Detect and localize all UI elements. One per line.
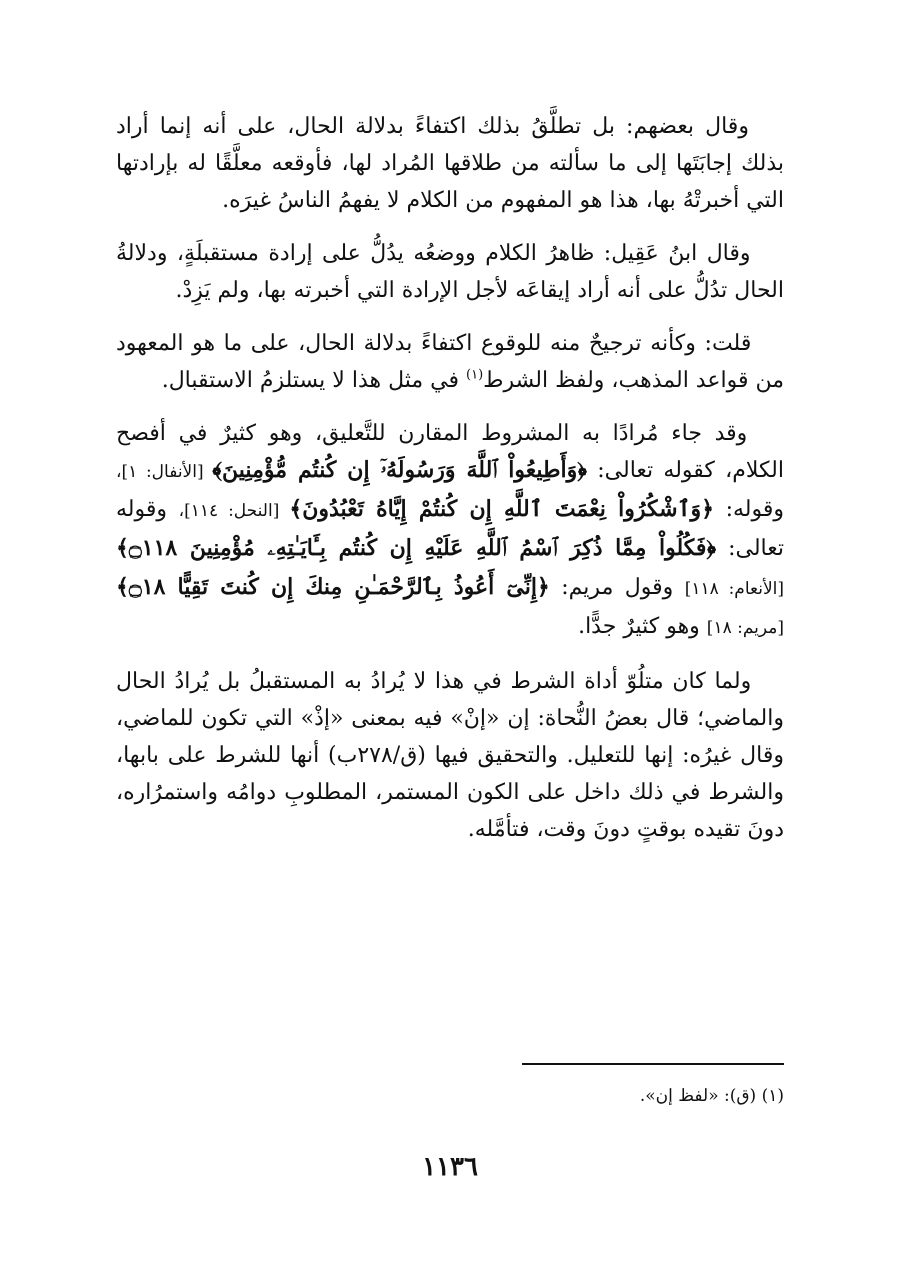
paragraph-1-text: وقال بعضهم: بل تطلَّقُ بذلك اكتفاءً بدلالة الحال، على أنه إنما أراد بذلك إجابَتَها إلى ما سألته من طلاقها المُراد لها، فأوقعه معلَّقًا له بإرادتها التي أخبرتْهُ بها، هذا هو المفهوم من الكلام لا يفهمُ الناسُ غيرَه. <box>116 114 784 213</box>
page-body <box>116 108 784 864</box>
quran-verse-4: ﴿إِنِّىٓ أَعُوذُ بِٱلرَّحْمَـٰنِ مِنكَ إِن كُنتَ تَقِيًّا ۝١٨﴾ <box>116 574 550 600</box>
verse-reference-1: [الأنفال: ١]، <box>116 462 213 482</box>
paragraph-3-text-end: في مثل هذا لا يستلزمُ الاستقبال. <box>161 368 467 393</box>
paragraph-4-connector-1: وقوله: <box>714 497 784 522</box>
paragraph-4-connector-2: وقوله تعالى: <box>116 497 784 561</box>
quran-verse-2: ﴿وَٱشْكُرُواْ نِعْمَتَ ٱللَّهِ إِن كُنتُمْ إِيَّاهُ تَعْبُدُونَ﴾ <box>289 496 715 522</box>
verse-reference-4: [مريم: ١٨] <box>706 618 784 638</box>
paragraph-5-text: ولما كان متلُوّ أداة الشرط في هذا لا يُرادُ به المستقبلُ بل يُرادُ الحال والماضي؛ قال بعضُ النُّحاة: إن «إنْ» فيه بمعنى «إذْ» التي تكون للماضي، وقال غيرُه: إنها للتعليل. والتحقيق فيها (ق/٢٧٨ب) أنها للشرط على بابها، والشرط في ذلك داخل على الكون المستمر، المطلوبِ دوامُه واستمرُاره، دونَ تقيده بوقتٍ دونَ وقت، فتأمَّله. <box>116 669 784 842</box>
paragraph-2-text: وقال ابنُ عَقِيل: ظاهرُ الكلام ووضعُه يدُلُّ على إرادة مستقبلَةٍ، ودلالةُ الحال تدُلُّ على أنه أراد إيقاعَه لأجل الإرادة التي أخبرته بها، ولم يَزِدْ. <box>116 241 784 303</box>
verse-reference-2: [النحل: ١١٤]، <box>178 501 290 521</box>
paragraph-4-intro: وقد جاء مُرادًا به المشروط المقارن للتَّعليق، وهو كثيرٌ في أفصح الكلام، كقوله تعالى: <box>116 421 784 483</box>
paragraph-3 <box>116 325 784 399</box>
paragraph-3-text-start: قلت: وكأنه ترجيحٌ منه للوقوع اكتفاءً بدلالة الحال، على ما هو المعهود من قواعد المذهب، ولفظ الشرط <box>116 331 784 393</box>
paragraph-4-end: وهو كثيرٌ جدًّا. <box>578 614 707 639</box>
paragraph-5 <box>116 663 784 848</box>
page-number: ١١٣٦ <box>422 1152 478 1182</box>
footnote-divider <box>522 1063 784 1065</box>
footnote-marker: (١) <box>466 367 484 383</box>
verse-reference-3: [الأنعام: ١١٨] <box>684 579 785 599</box>
paragraph-1 <box>116 108 784 219</box>
paragraph-2 <box>116 235 784 309</box>
paragraph-4 <box>116 415 784 647</box>
quran-verse-1: ﴿وَأَطِيعُواْ ٱللَّهَ وَرَسُولَهُۥٓ إِن كُنتُم مُّؤْمِنِينَ﴾ <box>212 457 587 483</box>
footnote: (١) (ق): «لفظ إن». <box>639 1086 784 1106</box>
quran-verse-3: ﴿فَكُلُواْ مِمَّا ذُكِرَ ٱسْمُ ٱللَّهِ عَلَيْهِ إِن كُنتُم بِـَٔايَـٰتِهِۦ مُؤْمِنِينَ ۝١١٨﴾ <box>116 535 717 561</box>
paragraph-4-connector-3: وقول مريم: <box>549 575 685 600</box>
